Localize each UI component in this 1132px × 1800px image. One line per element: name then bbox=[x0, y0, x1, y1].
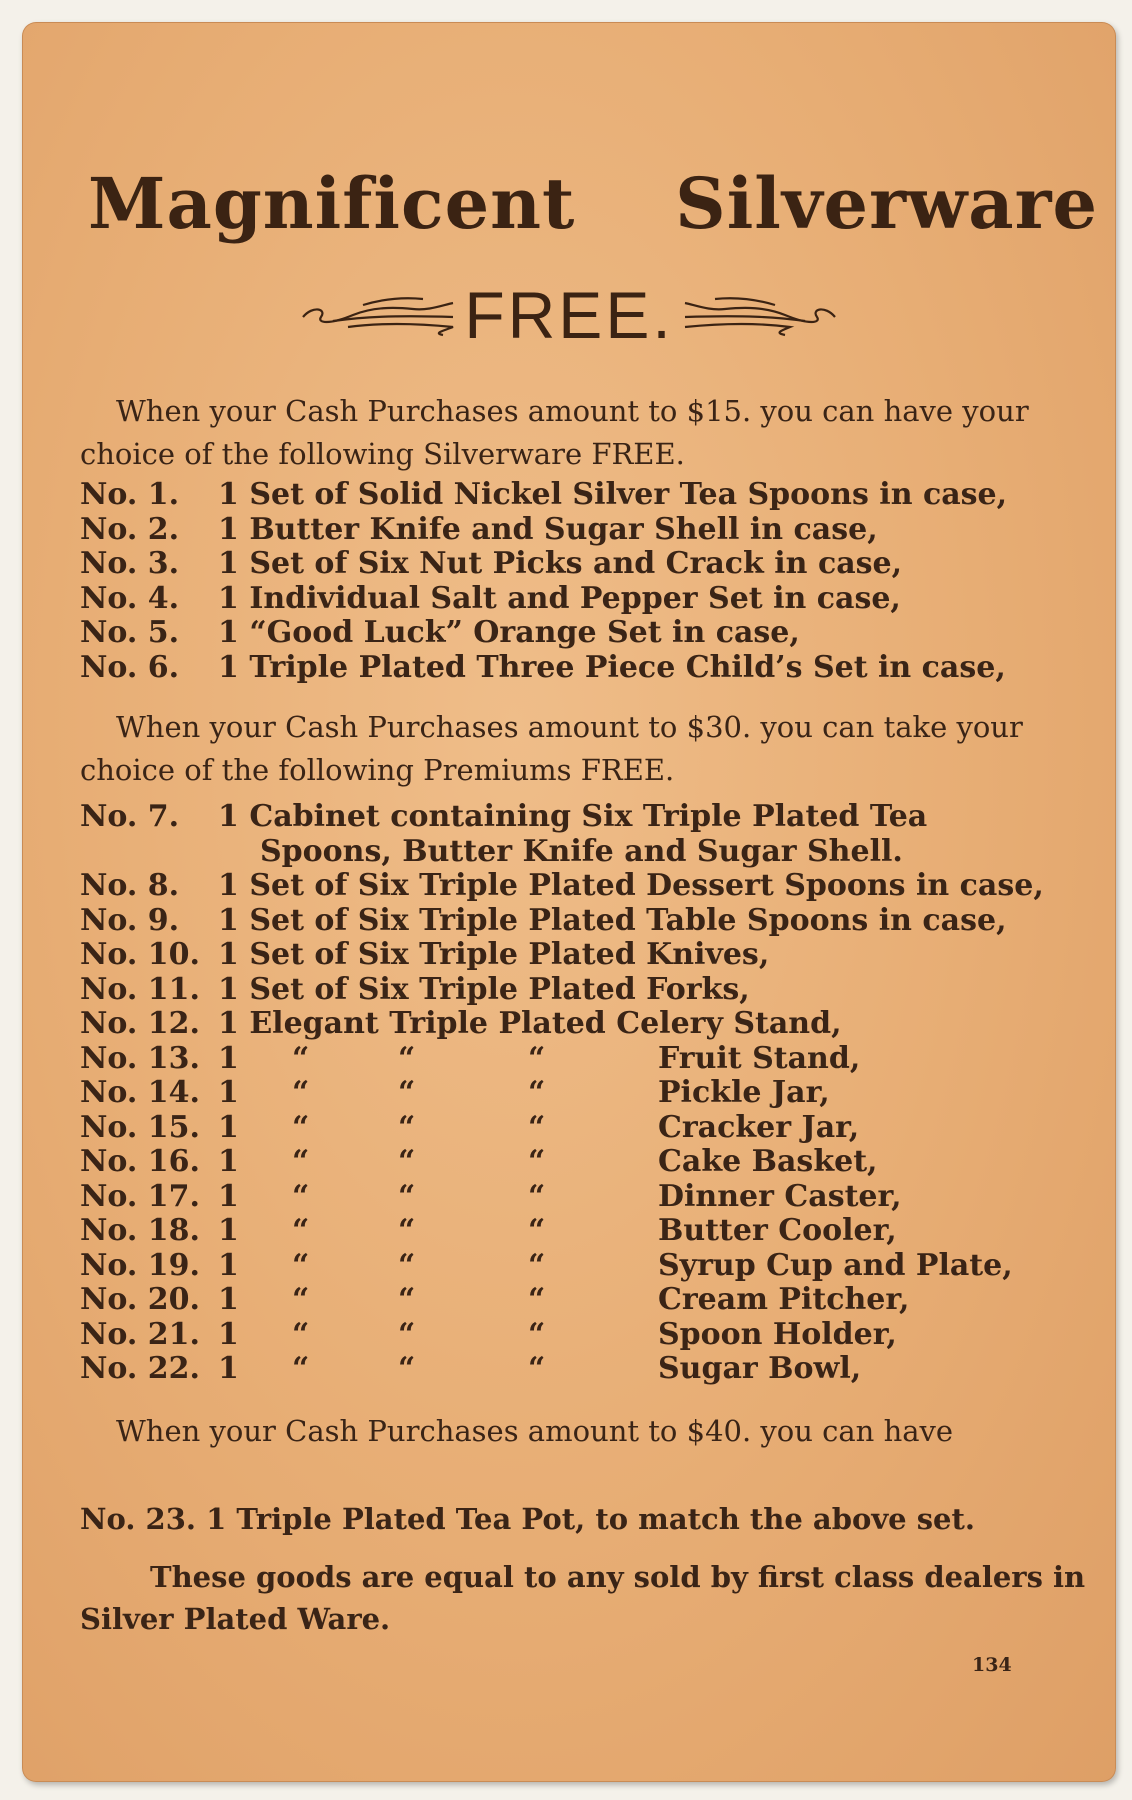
item-number: No. 21. bbox=[80, 1316, 200, 1352]
item-quantity: 1 bbox=[218, 1144, 239, 1179]
list-item bbox=[80, 1180, 1100, 1215]
list-item bbox=[80, 513, 1100, 548]
list-item bbox=[80, 1145, 1100, 1180]
ditto-mark: “ bbox=[528, 1109, 546, 1145]
item-number: No. 15. bbox=[80, 1109, 200, 1145]
ditto-mark: “ bbox=[292, 1040, 310, 1076]
intro-30-text: When your Cash Purchases amount to $30. you can take your choice of the following Premiums FREE. bbox=[80, 710, 1023, 787]
ditto-mark: “ bbox=[528, 1178, 546, 1214]
free-heading bbox=[22, 277, 1116, 353]
title-left: Magnificent bbox=[88, 162, 576, 245]
item-text: Syrup Cup and Plate, bbox=[658, 1247, 1013, 1283]
ditto-mark: “ bbox=[292, 1178, 310, 1214]
list-item-continuation bbox=[80, 835, 1100, 870]
item-text: Dinner Caster, bbox=[658, 1178, 902, 1214]
item-quantity: 1 bbox=[218, 1075, 239, 1110]
ditto-list bbox=[80, 1042, 1100, 1387]
ditto-mark: “ bbox=[398, 1144, 416, 1179]
item-text: 1 Set of Six Triple Plated Table Spoons in case, bbox=[218, 902, 1007, 938]
item-quantity: 1 bbox=[218, 1213, 239, 1248]
item-number: No. 10. bbox=[80, 937, 200, 972]
advertising-card bbox=[22, 22, 1116, 1782]
item-text: 1 Triple Plated Three Piece Child’s Set in case, bbox=[218, 649, 1006, 685]
list-item bbox=[80, 1214, 1100, 1249]
title-right: Silverware bbox=[675, 162, 1098, 245]
item-number: No. 1. bbox=[80, 477, 180, 512]
item-number: No. 4. bbox=[80, 580, 180, 616]
item-quantity: 1 bbox=[218, 1109, 239, 1145]
item-text: 1 “Good Luck” Orange Set in case, bbox=[218, 615, 800, 650]
ditto-mark: “ bbox=[528, 1040, 546, 1076]
ditto-mark: “ bbox=[528, 1144, 546, 1179]
item-number: No. 8. bbox=[80, 868, 180, 903]
item-text: 1 Set of Solid Nickel Silver Tea Spoons in case, bbox=[218, 477, 1008, 512]
intro-15 bbox=[80, 390, 1090, 476]
item-text: Cream Pitcher, bbox=[658, 1282, 910, 1317]
ditto-mark: “ bbox=[398, 1075, 416, 1110]
ditto-mark: “ bbox=[398, 1178, 416, 1214]
ditto-mark: “ bbox=[292, 1144, 310, 1179]
list-item bbox=[80, 547, 1100, 582]
page-number: 134 bbox=[972, 1654, 1012, 1676]
list-item bbox=[80, 1352, 1100, 1387]
ditto-mark: “ bbox=[398, 1109, 416, 1145]
item-text: 1 Set of Six Nut Picks and Crack in case, bbox=[218, 546, 903, 581]
item-number: No. 12. bbox=[80, 1006, 200, 1041]
ditto-mark: “ bbox=[292, 1351, 310, 1386]
item-text: Spoons, Butter Knife and Sugar Shell. bbox=[260, 833, 903, 869]
item-text: Spoon Holder, bbox=[658, 1316, 897, 1352]
ditto-mark: “ bbox=[528, 1075, 546, 1110]
ditto-mark: “ bbox=[528, 1213, 546, 1248]
item-number: No. 13. bbox=[80, 1040, 200, 1076]
item-quantity: 1 bbox=[218, 1282, 239, 1317]
item-number: No. 22. bbox=[80, 1351, 200, 1386]
intro-15-text: When your Cash Purchases amount to $15. you can have your choice of the following Silverware FREE. bbox=[80, 394, 1029, 471]
ditto-mark: “ bbox=[398, 1351, 416, 1386]
free-word: FREE. bbox=[464, 278, 674, 352]
item-text: 1 Elegant Triple Plated Celery Stand, bbox=[218, 1006, 842, 1041]
item-text: 1 Set of Six Triple Plated Knives, bbox=[218, 937, 770, 972]
list-item bbox=[80, 1318, 1100, 1353]
list-30 bbox=[80, 800, 1100, 1387]
ditto-mark: “ bbox=[398, 1247, 416, 1283]
item-text: Fruit Stand, bbox=[658, 1040, 861, 1076]
list-item bbox=[80, 904, 1100, 939]
item-number: No. 3. bbox=[80, 546, 180, 581]
item-text: 1 Cabinet containing Six Triple Plated Tea bbox=[218, 799, 928, 834]
ditto-mark: “ bbox=[398, 1316, 416, 1352]
item-text: 1 Set of Six Triple Plated Dessert Spoons in case, bbox=[218, 868, 1044, 903]
list-item bbox=[80, 800, 1100, 835]
item-number: No. 19. bbox=[80, 1247, 200, 1283]
item-text: Sugar Bowl, bbox=[658, 1351, 862, 1386]
right-flourish-icon bbox=[680, 285, 845, 345]
item-text: Cake Basket, bbox=[658, 1144, 878, 1179]
item-text: Cracker Jar, bbox=[658, 1109, 860, 1145]
item-number: No. 14. bbox=[80, 1075, 200, 1110]
list-15 bbox=[80, 478, 1100, 685]
list-item bbox=[80, 869, 1100, 904]
item-number: No. 2. bbox=[80, 511, 180, 547]
item-quantity: 1 bbox=[218, 1178, 239, 1214]
ditto-mark: “ bbox=[292, 1109, 310, 1145]
list-item bbox=[80, 1111, 1100, 1146]
title bbox=[88, 162, 1098, 245]
item-text: 1 Butter Knife and Sugar Shell in case, bbox=[218, 511, 878, 547]
item-text: 1 Individual Salt and Pepper Set in case, bbox=[218, 580, 901, 616]
item-text: Pickle Jar, bbox=[658, 1075, 830, 1110]
list-item bbox=[80, 973, 1100, 1008]
item-number: No. 18. bbox=[80, 1213, 200, 1248]
list-item bbox=[80, 1042, 1100, 1077]
list-item bbox=[80, 1007, 1100, 1042]
ditto-mark: “ bbox=[292, 1282, 310, 1317]
item-text: 1 Set of Six Triple Plated Forks, bbox=[218, 971, 750, 1007]
ditto-mark: “ bbox=[528, 1351, 546, 1386]
item-number: No. 20. bbox=[80, 1282, 200, 1317]
left-flourish-icon bbox=[293, 285, 458, 345]
ditto-mark: “ bbox=[528, 1247, 546, 1283]
ditto-mark: “ bbox=[292, 1316, 310, 1352]
ditto-mark: “ bbox=[398, 1282, 416, 1317]
list-item bbox=[80, 1249, 1100, 1284]
list-item bbox=[80, 938, 1100, 973]
item-number: No. 9. bbox=[80, 902, 180, 938]
ditto-mark: “ bbox=[528, 1316, 546, 1352]
list-item bbox=[80, 582, 1100, 617]
item-number: No. 16. bbox=[80, 1144, 200, 1179]
list-item bbox=[80, 1076, 1100, 1111]
item-text: Butter Cooler, bbox=[658, 1213, 897, 1248]
item-quantity: 1 bbox=[218, 1247, 239, 1283]
intro-30 bbox=[80, 706, 1090, 792]
ditto-mark: “ bbox=[398, 1040, 416, 1076]
ditto-mark: “ bbox=[528, 1282, 546, 1317]
item-23: No. 23. 1 Triple Plated Tea Pot, to match the above set. bbox=[80, 1502, 975, 1536]
list-item bbox=[80, 478, 1100, 513]
item-number: No. 7. bbox=[80, 799, 180, 834]
intro-40-text: When your Cash Purchases amount to $40. you can have bbox=[116, 1414, 954, 1448]
item-number: No. 6. bbox=[80, 649, 180, 685]
ditto-mark: “ bbox=[398, 1213, 416, 1248]
ditto-mark: “ bbox=[292, 1213, 310, 1248]
item-number: No. 17. bbox=[80, 1178, 200, 1214]
list-item bbox=[80, 1283, 1100, 1318]
item-quantity: 1 bbox=[218, 1316, 239, 1352]
intro-40 bbox=[80, 1410, 1090, 1453]
item-quantity: 1 bbox=[218, 1351, 239, 1386]
ditto-mark: “ bbox=[292, 1247, 310, 1283]
list-item bbox=[80, 651, 1100, 686]
item-number: No. 5. bbox=[80, 615, 180, 650]
list-item bbox=[80, 616, 1100, 651]
item-number: No. 11. bbox=[80, 971, 200, 1007]
item-quantity: 1 bbox=[218, 1040, 239, 1076]
closing-note: These goods are equal to any sold by first class dealers in Silver Plated Ware. bbox=[80, 1560, 1086, 1636]
ditto-mark: “ bbox=[292, 1075, 310, 1110]
